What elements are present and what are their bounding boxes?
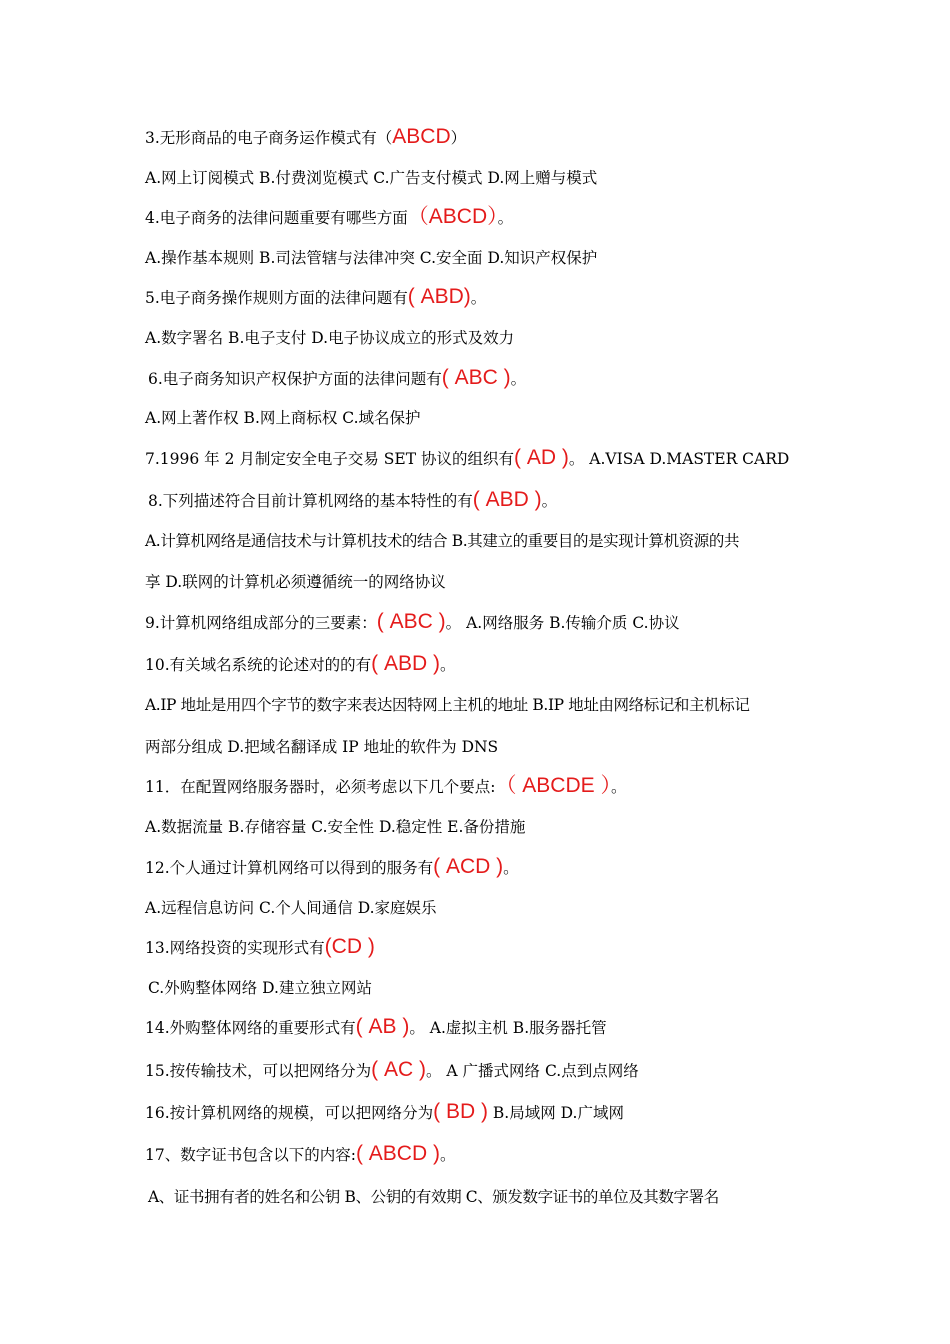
options-12: A.远程信息访问 C.个人间通信 D.家庭娱乐 xyxy=(145,899,437,917)
question-12: 12.个人通过计算机网络可以得到的服务有( ACD )。 xyxy=(145,855,519,878)
options-4: A.操作基本规则 B.司法管辖与法律冲突 C.安全面 D.知识产权保护 xyxy=(145,249,598,267)
answer-14: ( AB ) xyxy=(355,1015,410,1038)
options-17: A、证书拥有者的姓名和公钥 B、公钥的有效期 C、颁发数字证书的单位及其数字署名 xyxy=(148,1188,719,1206)
question-7: 7.1996 年 2 月制定安全电子交易 SET 协议的组织有( AD )。 A.VISA D.MASTER CARD xyxy=(145,446,790,469)
answer-11: （ ABCDE ） xyxy=(495,774,611,797)
answer-8: ( ABD ) xyxy=(472,488,542,511)
question-14: 14.外购整体网络的重要形式有( AB )。 A.虚拟主机 B.服务器托管 xyxy=(145,1015,607,1038)
question-16: 16.按计算机网络的规模，可以把网络分为( BD ) B.局域网 D.广域网 xyxy=(145,1100,624,1123)
question-10: 10.有关域名系统的论述对的的有( ABD )。 xyxy=(145,652,456,675)
answer-15: ( AC ) xyxy=(371,1058,426,1081)
options-8-line-1: A.计算机网络是通信技术与计算机技术的结合 B.其建立的重要目的是实现计算机资源的共 xyxy=(145,532,740,550)
options-6: A.网上著作权 B.网上商标权 C.域名保护 xyxy=(145,409,421,427)
options-5: A.数字署名 B.电子支付 D.电子协议成立的形式及效力 xyxy=(145,329,515,347)
answer-17: ( ABCD ) xyxy=(355,1142,440,1165)
question-4: 4.电子商务的法律问题重要有哪些方面（ABCD）。 xyxy=(145,205,514,228)
answer-12: ( ACD ) xyxy=(433,855,504,878)
answer-6: ( ABC ) xyxy=(441,366,511,389)
options-3: A.网上订阅模式 B.付费浏览模式 C.广告支付模式 D.网上赠与模式 xyxy=(145,169,598,187)
options-11: A.数据流量 B.存储容量 C.安全性 D.稳定性 E.备份措施 xyxy=(145,818,526,836)
options-8-line-2: 享 D.联网的计算机必须遵循统一的网络协议 xyxy=(145,573,446,591)
question-5: 5.电子商务操作规则方面的法律问题有( ABD)。 xyxy=(145,285,487,308)
question-8: 8.下列描述符合目前计算机网络的基本特性的有( ABD )。 xyxy=(148,488,558,511)
question-13: 13.网络投资的实现形式有(CD ) xyxy=(145,935,375,958)
options-10-line-2: 两部分组成 D.把域名翻译成 IP 地址的软件为 DNS xyxy=(145,738,499,756)
answer-10: ( ABD ) xyxy=(371,652,440,675)
answer-7: ( AD ) xyxy=(514,446,569,469)
answer-4: （ABCD） xyxy=(407,205,498,228)
question-11: 11．在配置网络服务器时，必须考虑以下几个要点:（ ABCDE ）。 xyxy=(145,774,627,797)
question-6: 6.电子商务知识产权保护方面的法律问题有( ABC )。 xyxy=(148,366,527,389)
answer-3: ABCD xyxy=(392,125,451,148)
answer-5: ( ABD) xyxy=(407,285,471,308)
answer-13: (CD ) xyxy=(324,935,375,958)
answer-16: ( BD ) xyxy=(433,1100,488,1123)
question-3: 3.无形商品的电子商务运作模式有（ABCD） xyxy=(145,125,467,148)
question-15: 15.按传输技术，可以把网络分为( AC )。 A 广播式网络 C.点到点网络 xyxy=(145,1058,639,1081)
question-17: 17、数字证书包含以下的内容:( ABCD )。 xyxy=(145,1142,456,1165)
options-13: C.外购整体网络 D.建立独立网站 xyxy=(148,979,372,997)
question-9: 9.计算机网络组成部分的三要素：( ABC )。 A.网络服务 B.传输介质 C.协议 xyxy=(145,610,680,633)
options-10-line-1: A.IP 地址是用四个字节的数字来表达因特网上主机的地址 B.IP 地址由网络标记和主机标记 xyxy=(145,696,750,714)
answer-9: ( ABC ) xyxy=(376,610,446,633)
